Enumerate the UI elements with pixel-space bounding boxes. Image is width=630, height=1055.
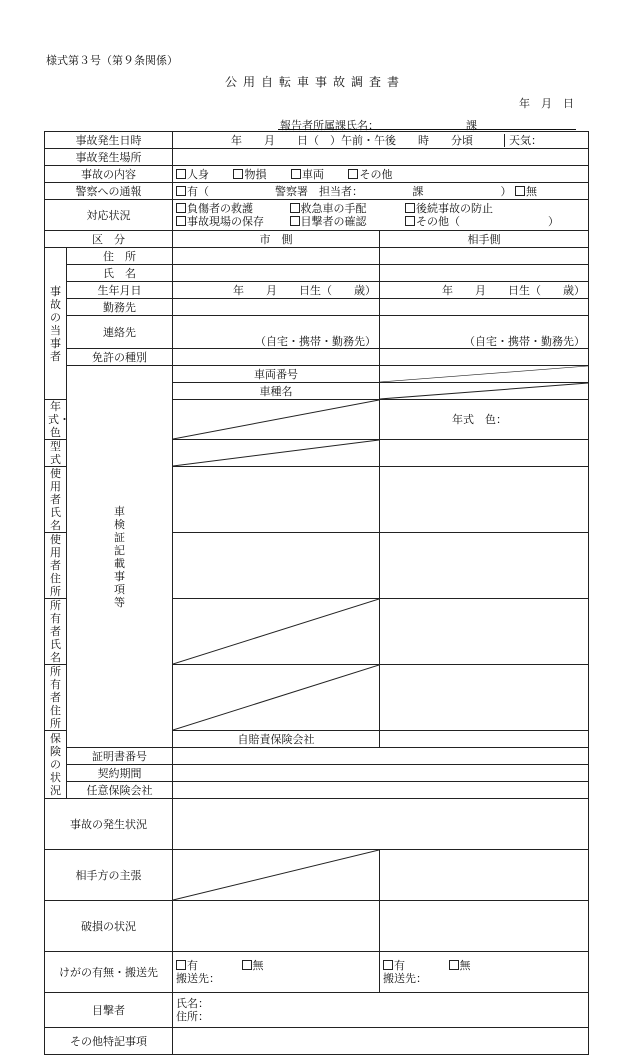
header-other: 相手側 — [380, 231, 589, 248]
other-claim[interactable] — [380, 850, 589, 901]
other-license[interactable] — [380, 349, 589, 366]
other-type[interactable] — [380, 440, 589, 467]
field-datetime[interactable] — [173, 132, 589, 149]
checkbox-witness[interactable]: 目撃者の確認 — [290, 215, 402, 228]
checkbox-property[interactable]: 物損 — [233, 168, 266, 181]
checkbox-ambulance[interactable]: 救急車の手配 — [290, 202, 402, 215]
city-damage[interactable] — [173, 901, 380, 952]
group-party: 事 故 の 当 事 者 — [45, 248, 67, 400]
city-vehicle-number — [380, 366, 589, 383]
city-injury-no[interactable]: 無 — [242, 959, 264, 972]
label-owner-address: 所有者住所 — [45, 665, 67, 731]
city-birth[interactable]: 年 月 日生（ 歳） — [173, 282, 380, 299]
label-cert: 証明書番号 — [67, 748, 173, 765]
label-model-name: 車種名 — [173, 383, 380, 400]
other-year-color[interactable]: 年式 色： — [380, 400, 589, 440]
city-work[interactable] — [173, 299, 380, 316]
city-name[interactable] — [173, 265, 380, 282]
label-vehicle-number: 車両番号 — [173, 366, 380, 383]
field-response — [173, 200, 589, 231]
field-situation[interactable] — [173, 799, 589, 850]
checkbox-rescue[interactable]: 負傷者の救護 — [176, 202, 286, 215]
city-contact[interactable]: （自宅・携帯・勤務先） — [173, 316, 380, 349]
other-address[interactable] — [380, 248, 589, 265]
city-user-name[interactable] — [173, 467, 380, 533]
group-insurance: 保 険 の 状 況 — [45, 731, 67, 799]
label-damage: 破損の状況 — [45, 901, 173, 952]
other-name[interactable] — [380, 265, 589, 282]
other-injury-no[interactable]: 無 — [449, 959, 471, 972]
form-number: 様式第３号（第９条関係） — [46, 54, 178, 67]
checkbox-vehicle[interactable]: 車両 — [291, 168, 324, 181]
field-content — [173, 166, 589, 183]
label-claim: 相手方の主張 — [45, 850, 173, 901]
label-type: 型式 — [45, 440, 67, 467]
other-contact[interactable]: （自宅・携帯・勤務先） — [380, 316, 589, 349]
label-division: 区 分 — [45, 231, 173, 248]
accident-report-table — [44, 131, 589, 1055]
label-year-color: 年式・色 — [45, 400, 67, 440]
city-model-name — [380, 383, 589, 400]
other-birth[interactable]: 年 月 日生（ 歳） — [380, 282, 589, 299]
city-year-color — [173, 400, 380, 440]
label-address: 住 所 — [67, 248, 173, 265]
label-injury: けがの有無・搬送先 — [45, 952, 173, 993]
city-injury — [173, 952, 380, 993]
label-birth: 生年月日 — [67, 282, 173, 299]
label-police: 警察への通報 — [45, 183, 173, 200]
checkbox-police-yes[interactable]: 有（ 警察署 担当者： 課 ） — [176, 185, 512, 198]
city-injury-yes[interactable]: 有 — [176, 959, 238, 972]
datetime-value: 年 月 日（ ）午前・午後 時 分頃 — [231, 133, 473, 147]
other-owner-address[interactable] — [380, 665, 589, 731]
field-cert[interactable] — [173, 748, 589, 765]
checkbox-other[interactable]: その他 — [348, 168, 392, 181]
witness-address: 住所： — [176, 1010, 209, 1023]
label-owner-name: 所有者氏名 — [45, 599, 67, 665]
other-transport[interactable]: 搬送先： — [383, 972, 427, 985]
other-work[interactable] — [380, 299, 589, 316]
other-injury-yes[interactable]: 有 — [383, 959, 445, 972]
label-work: 勤務先 — [67, 299, 173, 316]
witness-name: 氏名： — [176, 997, 209, 1010]
label-response: 対応状況 — [45, 200, 173, 231]
checkbox-response-other[interactable]: その他（ ） — [405, 215, 559, 228]
label-voluntary: 任意保険会社 — [67, 782, 173, 799]
checkbox-prevent[interactable]: 後続事故の防止 — [405, 202, 493, 215]
label-license: 免許の種別 — [67, 349, 173, 366]
checkbox-police-no[interactable]: 無 — [515, 185, 537, 198]
other-user-name[interactable] — [380, 467, 589, 533]
page-title: 公用自転車事故調査書 — [224, 75, 405, 89]
label-witness: 目撃者 — [45, 993, 173, 1028]
field-place[interactable] — [173, 149, 589, 166]
field-other-notes[interactable] — [173, 1028, 589, 1055]
reporter-label: 報告者所属課氏名： — [280, 119, 379, 132]
label-user-name: 使用者氏名 — [45, 467, 67, 533]
label-place: 事故発生場所 — [45, 149, 173, 166]
field-police — [173, 183, 589, 200]
city-transport[interactable]: 搬送先： — [176, 972, 220, 985]
city-user-address[interactable] — [173, 533, 380, 599]
city-owner-address — [173, 665, 380, 731]
label-period: 契約期間 — [67, 765, 173, 782]
label-user-address: 使用者住所 — [45, 533, 67, 599]
other-owner-name[interactable] — [380, 599, 589, 665]
label-compulsory: 自賠責保険会社 — [173, 731, 380, 748]
city-type — [173, 440, 380, 467]
reporter-dept: 課 — [466, 119, 477, 132]
label-other-notes: その他特記事項 — [45, 1028, 173, 1055]
field-witness[interactable] — [173, 993, 589, 1028]
field-compulsory[interactable] — [380, 731, 589, 748]
header-city: 市 側 — [173, 231, 380, 248]
other-damage[interactable] — [380, 901, 589, 952]
label-datetime: 事故発生日時 — [45, 132, 173, 149]
group-vehicle: 車 検 証 記 載 事 項 等 — [67, 366, 173, 748]
city-address[interactable] — [173, 248, 380, 265]
checkbox-injury[interactable]: 人身 — [176, 168, 209, 181]
city-claim — [173, 850, 380, 901]
label-contact: 連絡先 — [67, 316, 173, 349]
reporter-underline — [278, 129, 576, 130]
weather-label: 天気： — [504, 134, 585, 147]
checkbox-preserve[interactable]: 事故現場の保存 — [176, 215, 286, 228]
city-license[interactable] — [173, 349, 380, 366]
report-date: 年 月 日 — [519, 97, 574, 110]
field-period[interactable] — [173, 765, 589, 782]
label-situation: 事故の発生状況 — [45, 799, 173, 850]
label-content: 事故の内容 — [45, 166, 173, 183]
city-owner-name — [173, 599, 380, 665]
row-datetime — [45, 132, 589, 149]
field-voluntary[interactable] — [173, 782, 589, 799]
other-user-address[interactable] — [380, 533, 589, 599]
other-injury — [380, 952, 589, 993]
label-name: 氏 名 — [67, 265, 173, 282]
